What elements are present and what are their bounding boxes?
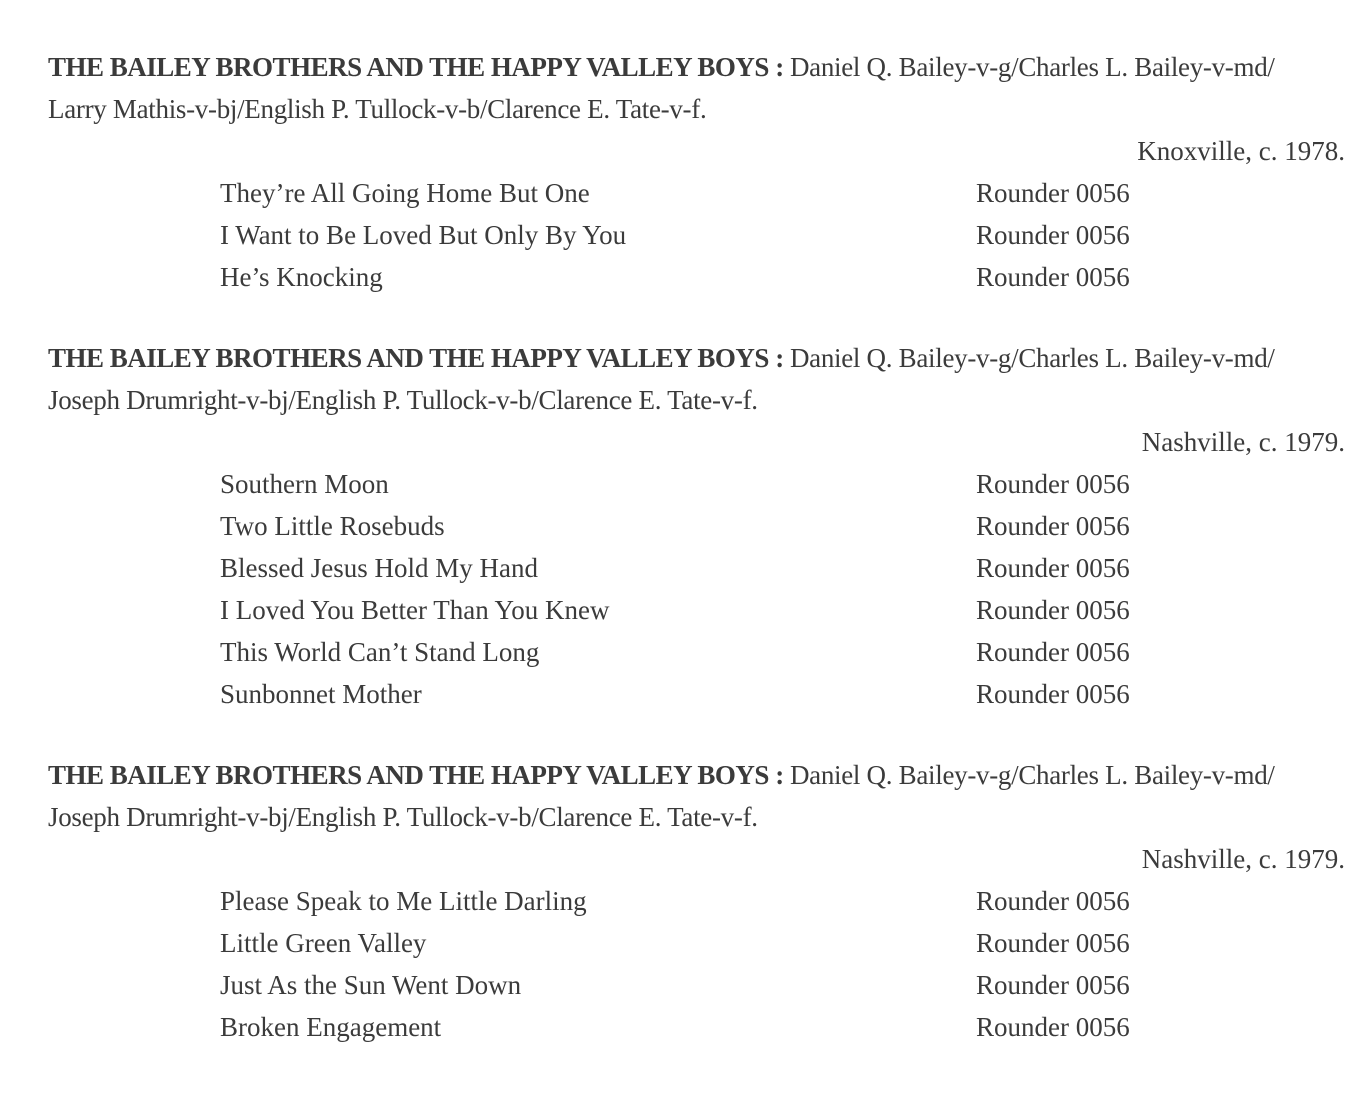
- artist-name: THE BAILEY BROTHERS AND THE HAPPY VALLEY BOYS: [48, 760, 769, 790]
- release-label: Rounder 0056: [976, 220, 1130, 250]
- track-title: Sunbonnet Mother: [220, 679, 422, 709]
- track-title: They’re All Going Home But One: [220, 178, 590, 208]
- track-list: [48, 463, 1345, 715]
- track-title: Little Green Valley: [220, 928, 427, 958]
- release-label: Rounder 0056: [976, 928, 1130, 958]
- track-title: Blessed Jesus Hold My Hand: [220, 553, 538, 583]
- release-label: Rounder 0056: [976, 553, 1130, 583]
- track-row: [48, 964, 1345, 1006]
- discography-entry: [48, 337, 1345, 715]
- track-title: I Loved You Better Than You Knew: [220, 595, 610, 625]
- track-row: [48, 172, 1345, 214]
- entry-header-line1: [48, 337, 1345, 379]
- track-title: Just As the Sun Went Down: [220, 970, 522, 1000]
- entry-header-line1: [48, 46, 1345, 88]
- track-title: Southern Moon: [220, 469, 389, 499]
- release-label: Rounder 0056: [976, 178, 1130, 208]
- personnel-line1: Daniel Q. Bailey-v-g/Charles L. Bailey-v-md/: [789, 52, 1275, 82]
- release-label: Rounder 0056: [976, 1012, 1130, 1042]
- track-title: Broken Engagement: [220, 1012, 442, 1042]
- artist-name: THE BAILEY BROTHERS AND THE HAPPY VALLEY BOYS: [48, 343, 769, 373]
- release-label: Rounder 0056: [976, 637, 1130, 667]
- personnel-line2: Joseph Drumright-v-bj/English P. Tullock-v-b/Clarence E. Tate-v-f.: [48, 802, 758, 832]
- release-label: Rounder 0056: [976, 679, 1130, 709]
- track-row: [48, 505, 1345, 547]
- track-row: [48, 256, 1345, 298]
- artist-separator: :: [768, 52, 790, 82]
- release-label: Rounder 0056: [976, 886, 1130, 916]
- session-location-date: Nashville, c. 1979.: [1141, 844, 1345, 874]
- discography: [48, 46, 1345, 1048]
- release-label: Rounder 0056: [976, 511, 1130, 541]
- track-row: [48, 214, 1345, 256]
- track-title: I Want to Be Loved But Only By You: [220, 220, 627, 250]
- release-label: Rounder 0056: [976, 970, 1130, 1000]
- artist-name: THE BAILEY BROTHERS AND THE HAPPY VALLEY BOYS: [48, 52, 769, 82]
- personnel-line2: Larry Mathis-v-bj/English P. Tullock-v-b/Clarence E. Tate-v-f.: [48, 94, 707, 124]
- artist-separator: :: [768, 760, 790, 790]
- track-title: This World Can’t Stand Long: [220, 637, 540, 667]
- release-label: Rounder 0056: [976, 262, 1130, 292]
- release-label: Rounder 0056: [976, 595, 1130, 625]
- personnel-line1: Daniel Q. Bailey-v-g/Charles L. Bailey-v-md/: [789, 760, 1275, 790]
- track-row: [48, 880, 1345, 922]
- discography-entry: [48, 46, 1345, 298]
- release-label: Rounder 0056: [976, 469, 1130, 499]
- session-location-date: Nashville, c. 1979.: [1141, 427, 1345, 457]
- track-list: [48, 172, 1345, 298]
- track-row: [48, 547, 1345, 589]
- track-title: Two Little Rosebuds: [220, 511, 445, 541]
- track-list: [48, 880, 1345, 1048]
- personnel-line1: Daniel Q. Bailey-v-g/Charles L. Bailey-v-md/: [789, 343, 1275, 373]
- track-row: [48, 463, 1345, 505]
- track-row: [48, 673, 1345, 715]
- discography-entry: [48, 754, 1345, 1048]
- entry-header-line1: [48, 754, 1345, 796]
- track-row: [48, 1006, 1345, 1048]
- session-location-date: Knoxville, c. 1978.: [1137, 136, 1345, 166]
- track-row: [48, 589, 1345, 631]
- personnel-line2: Joseph Drumright-v-bj/English P. Tullock-v-b/Clarence E. Tate-v-f.: [48, 385, 758, 415]
- track-title: Please Speak to Me Little Darling: [220, 886, 587, 916]
- artist-separator: :: [768, 343, 790, 373]
- track-row: [48, 922, 1345, 964]
- track-row: [48, 631, 1345, 673]
- track-title: He’s Knocking: [220, 262, 383, 292]
